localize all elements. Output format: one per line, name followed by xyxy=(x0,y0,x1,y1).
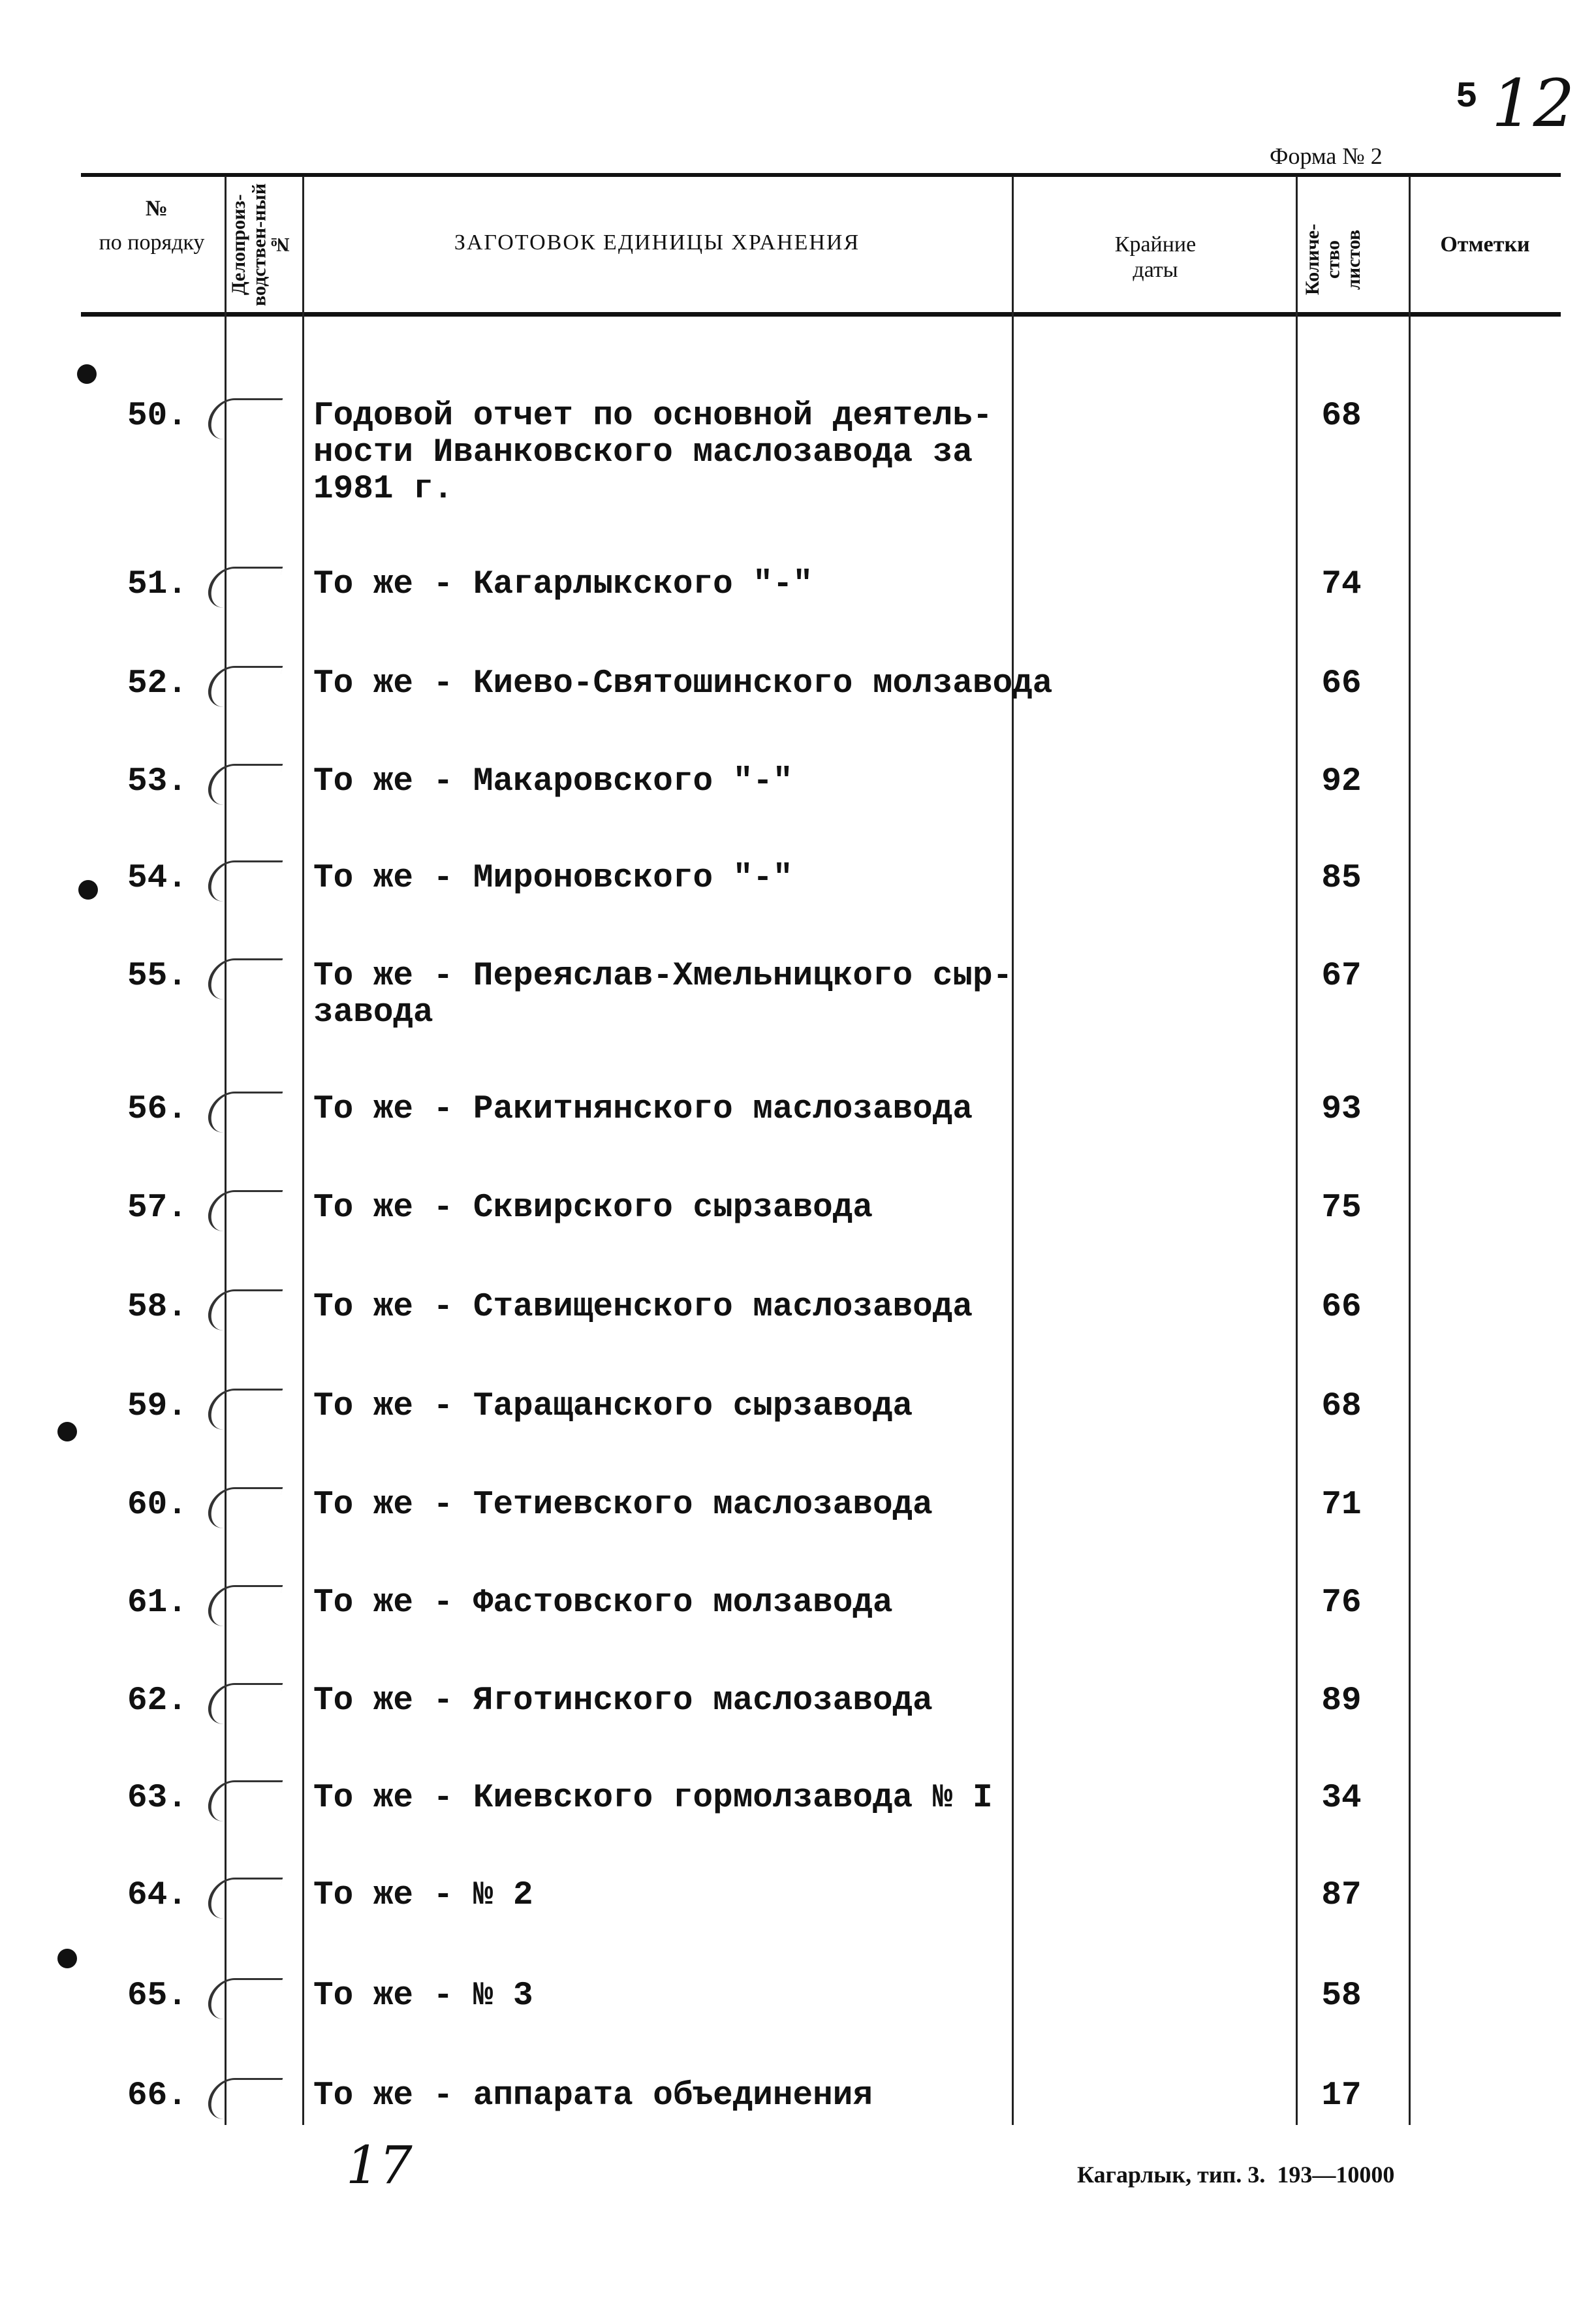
row-number: 53. xyxy=(127,763,187,800)
row-title: То же - Кагарлыкского "-" xyxy=(313,566,813,603)
punch-hole xyxy=(57,1949,77,1968)
row-sheets: 87 xyxy=(1321,1877,1362,1914)
row-number: 62. xyxy=(127,1682,187,1720)
header-notes: Отметки xyxy=(1440,232,1530,257)
row-sheets: 67 xyxy=(1321,958,1362,995)
punch-hole xyxy=(78,880,98,900)
row-title: То же - Сквирского сырзавода xyxy=(313,1189,873,1227)
row-title: То же - аппарата объединения xyxy=(313,2077,873,2115)
row-title: То же - № 2 xyxy=(313,1877,533,1914)
row-number: 60. xyxy=(127,1487,187,1524)
row-sheets: 74 xyxy=(1321,566,1362,603)
row-number: 58. xyxy=(127,1289,187,1326)
row-title: То же - Ставищенского маслозавода xyxy=(313,1289,973,1326)
header-sheets: Количе-ство листов xyxy=(1302,223,1364,296)
row-title: То же - Тетиевского маслозавода xyxy=(313,1487,933,1524)
row-title: То же - Фастовского молзавода xyxy=(313,1584,893,1622)
row-number: 63. xyxy=(127,1780,187,1817)
row-title: То же - Макаровского "-" xyxy=(313,763,793,800)
page-number-handwritten: 12 xyxy=(1492,65,1575,142)
row-number: 61. xyxy=(127,1584,187,1622)
header-title: ЗАГОТОВОК ЕДИНИЦЫ ХРАНЕНИЯ xyxy=(454,230,860,255)
bottom-handwritten-number: 17 xyxy=(346,2135,413,2195)
row-title: То же - Мироновского "-" xyxy=(313,860,793,897)
row-sheets: 68 xyxy=(1321,398,1362,435)
row-number: 51. xyxy=(127,566,187,603)
header-no-label: по порядку xyxy=(99,230,205,255)
row-title: То же - Ракитнянского маслозавода xyxy=(313,1091,973,1128)
header-office-no: Делопроиз-водствен-ный № xyxy=(228,183,290,307)
row-title: То же - Таращанского сырзавода xyxy=(313,1388,913,1425)
row-sheets: 68 xyxy=(1321,1388,1362,1425)
row-title: Годовой отчет по основной деятель- ности Иванковского маслозавода за 1981 г. xyxy=(313,398,993,508)
row-title: То же - Киевского гормолзавода № I xyxy=(313,1780,993,1817)
row-title: То же - Переяслав-Хмельницкого сыр- завода xyxy=(313,958,1013,1031)
form-label: Форма № 2 xyxy=(1270,143,1383,169)
row-number: 66. xyxy=(127,2077,187,2115)
col-divider xyxy=(302,176,304,2125)
row-sheets: 34 xyxy=(1321,1780,1362,1817)
punch-hole xyxy=(57,1422,77,1441)
row-title: То же - Яготинского маслозавода xyxy=(313,1682,933,1720)
row-number: 54. xyxy=(127,860,187,897)
imprint: Кагарлык, тип. 3. 193—10000 xyxy=(1077,2162,1395,2188)
row-sheets: 85 xyxy=(1321,860,1362,897)
row-sheets: 66 xyxy=(1321,1289,1362,1326)
row-number: 55. xyxy=(127,958,187,995)
col-divider xyxy=(1296,176,1298,2125)
row-sheets: 92 xyxy=(1321,763,1362,800)
row-sheets: 58 xyxy=(1321,1977,1362,2015)
row-sheets: 66 xyxy=(1321,665,1362,702)
row-number: 50. xyxy=(127,398,187,435)
row-number: 65. xyxy=(127,1977,187,2015)
row-number: 57. xyxy=(127,1189,187,1227)
row-sheets: 76 xyxy=(1321,1584,1362,1622)
row-sheets: 71 xyxy=(1321,1487,1362,1524)
row-title: То же - Киево-Святошинского молзавода xyxy=(313,665,1053,702)
punch-hole xyxy=(77,364,97,384)
row-sheets: 89 xyxy=(1321,1682,1362,1720)
row-number: 64. xyxy=(127,1877,187,1914)
row-sheets: 93 xyxy=(1321,1091,1362,1128)
header-no-symbol: № xyxy=(145,197,168,221)
row-title: То же - № 3 xyxy=(313,1977,533,2015)
row-number: 56. xyxy=(127,1091,187,1128)
row-sheets: 75 xyxy=(1321,1189,1362,1227)
row-sheets: 17 xyxy=(1321,2077,1362,2115)
col-divider xyxy=(225,176,227,2125)
row-number: 59. xyxy=(127,1388,187,1425)
col-divider xyxy=(1409,176,1411,2125)
row-number: 52. xyxy=(127,665,187,702)
page-number-stamp: 5 xyxy=(1456,76,1478,118)
header-dates: Крайние даты xyxy=(1114,232,1197,283)
